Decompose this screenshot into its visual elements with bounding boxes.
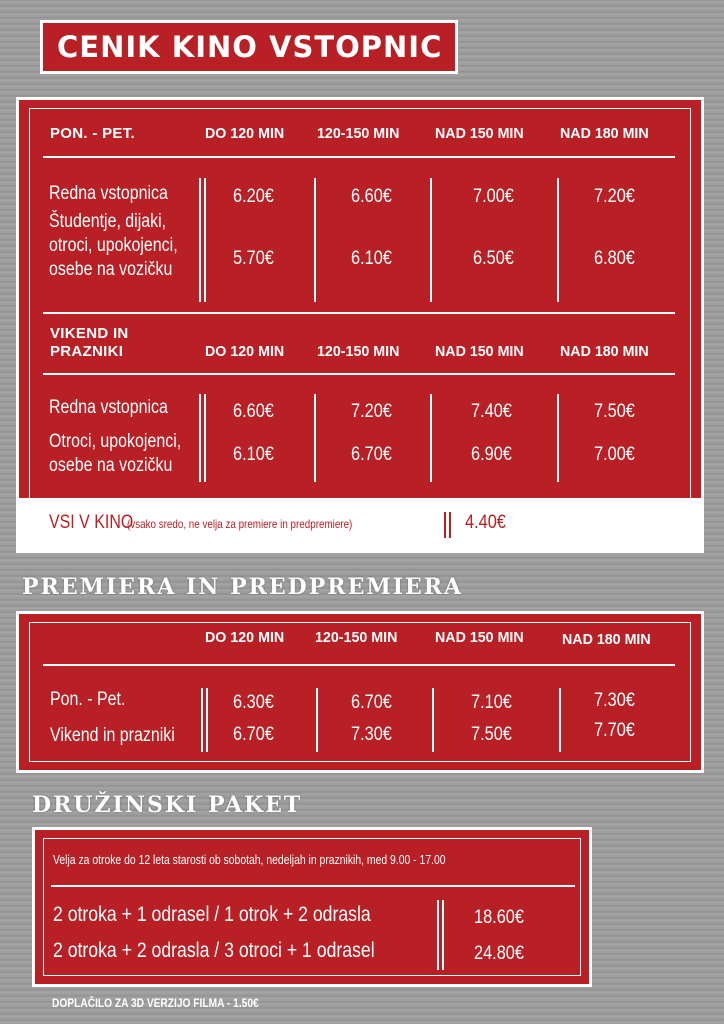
row-label: Redna vstopnica bbox=[49, 183, 168, 204]
divider bbox=[43, 664, 675, 666]
druzinski-note: Velja za otroke do 12 leta starosti ob sobotah, nedeljah in praznikih, med 9.00 - 17.00 bbox=[53, 852, 446, 867]
col-header: NAD 150 MIN bbox=[435, 343, 524, 360]
col-header: 120-150 MIN bbox=[315, 629, 398, 646]
vsi-v-kino-row bbox=[16, 498, 704, 553]
col-divider bbox=[201, 688, 203, 752]
col-header: DO 120 MIN bbox=[205, 343, 285, 360]
price-cell: 6.60€ bbox=[351, 186, 392, 207]
col-header: NAD 180 MIN bbox=[560, 125, 649, 142]
col-divider bbox=[430, 178, 432, 302]
row-label: Študentje, dijaki, bbox=[49, 211, 167, 232]
row-label: Redna vstopnica bbox=[49, 397, 168, 418]
price-cell: 6.10€ bbox=[351, 248, 392, 269]
druzinski-panel bbox=[32, 827, 592, 987]
vsi-v-kino-note: (vsako sredo, ne velja za premiere in predpremiere) bbox=[127, 517, 353, 531]
price-cell: 6.60€ bbox=[233, 401, 274, 422]
vsi-v-kino-price: 4.40€ bbox=[465, 512, 506, 533]
weekend-heading: VIKEND IN bbox=[50, 325, 129, 342]
row-label: Vikend in prazniki bbox=[50, 725, 175, 746]
col-divider bbox=[449, 512, 451, 538]
col-divider bbox=[437, 900, 439, 970]
divider bbox=[43, 373, 675, 375]
price-cell: 7.10€ bbox=[471, 692, 512, 713]
col-divider bbox=[204, 178, 206, 302]
price-cell: 7.30€ bbox=[594, 690, 635, 711]
col-divider bbox=[430, 394, 432, 482]
price-cell: 6.70€ bbox=[351, 444, 392, 465]
price-cell: 6.10€ bbox=[233, 444, 274, 465]
col-divider bbox=[314, 178, 316, 302]
premiera-panel bbox=[16, 611, 704, 773]
col-divider bbox=[206, 688, 208, 752]
price-cell: 7.30€ bbox=[351, 724, 392, 745]
price-cell: 7.20€ bbox=[594, 186, 635, 207]
col-divider bbox=[559, 688, 561, 752]
price-cell: 18.60€ bbox=[474, 907, 524, 928]
price-cell: 6.70€ bbox=[233, 724, 274, 745]
divider bbox=[43, 312, 675, 314]
price-cell: 7.00€ bbox=[473, 186, 514, 207]
col-divider bbox=[316, 688, 318, 752]
price-cell: 6.80€ bbox=[594, 248, 635, 269]
main-price-panel bbox=[16, 97, 704, 553]
row-label: otroci, upokojenci, bbox=[49, 235, 178, 256]
col-divider bbox=[557, 394, 559, 482]
row-label: 2 otroka + 2 odrasla / 3 otroci + 1 odrasel bbox=[53, 939, 375, 962]
col-divider bbox=[444, 512, 446, 538]
price-cell: 6.20€ bbox=[233, 186, 274, 207]
col-header: DO 120 MIN bbox=[205, 629, 285, 646]
divider bbox=[51, 885, 575, 887]
weekday-heading: PON. - PET. bbox=[50, 125, 135, 142]
row-label: Pon. - Pet. bbox=[50, 689, 126, 710]
divider bbox=[43, 156, 675, 158]
col-divider bbox=[199, 394, 201, 482]
col-header: 120-150 MIN bbox=[317, 125, 400, 142]
premiera-title: PREMIERA IN PREDPREMIERA bbox=[22, 574, 464, 600]
col-divider bbox=[314, 394, 316, 482]
row-label: 2 otroka + 1 odrasel / 1 otrok + 2 odrasla bbox=[53, 903, 371, 926]
price-cell: 7.40€ bbox=[471, 401, 512, 422]
col-header: NAD 150 MIN bbox=[435, 125, 524, 142]
price-cell: 6.50€ bbox=[473, 248, 514, 269]
col-header: NAD 180 MIN bbox=[562, 631, 651, 648]
price-cell: 7.70€ bbox=[594, 720, 635, 741]
col-header: NAD 180 MIN bbox=[560, 343, 649, 360]
col-divider bbox=[557, 178, 559, 302]
page-title: CENIK KINO VSTOPNIC bbox=[40, 20, 458, 74]
row-label: Otroci, upokojenci, bbox=[49, 431, 182, 452]
row-label: osebe na vozičku bbox=[49, 455, 173, 476]
weekend-heading: PRAZNIKI bbox=[50, 343, 124, 360]
price-cell: 7.00€ bbox=[594, 444, 635, 465]
col-header: 120-150 MIN bbox=[317, 343, 400, 360]
price-cell: 7.50€ bbox=[471, 724, 512, 745]
col-divider bbox=[442, 900, 444, 970]
druzinski-title: DRUŽINSKI PAKET bbox=[32, 792, 303, 818]
price-cell: 7.50€ bbox=[594, 401, 635, 422]
price-cell: 7.20€ bbox=[351, 401, 392, 422]
col-header: DO 120 MIN bbox=[205, 125, 285, 142]
price-cell: 24.80€ bbox=[474, 943, 524, 964]
col-divider bbox=[432, 688, 434, 752]
footer-note: DOPLAČILO ZA 3D VERZIJO FILMA - 1.50€ bbox=[52, 996, 259, 1010]
vsi-v-kino-label: VSI V KINO bbox=[49, 512, 134, 533]
col-divider bbox=[204, 394, 206, 482]
price-cell: 6.30€ bbox=[233, 692, 274, 713]
price-cell: 6.70€ bbox=[351, 692, 392, 713]
price-cell: 6.90€ bbox=[471, 444, 512, 465]
col-divider bbox=[199, 178, 201, 302]
row-label: osebe na vozičku bbox=[49, 259, 173, 280]
price-cell: 5.70€ bbox=[233, 248, 274, 269]
col-header: NAD 150 MIN bbox=[435, 629, 524, 646]
